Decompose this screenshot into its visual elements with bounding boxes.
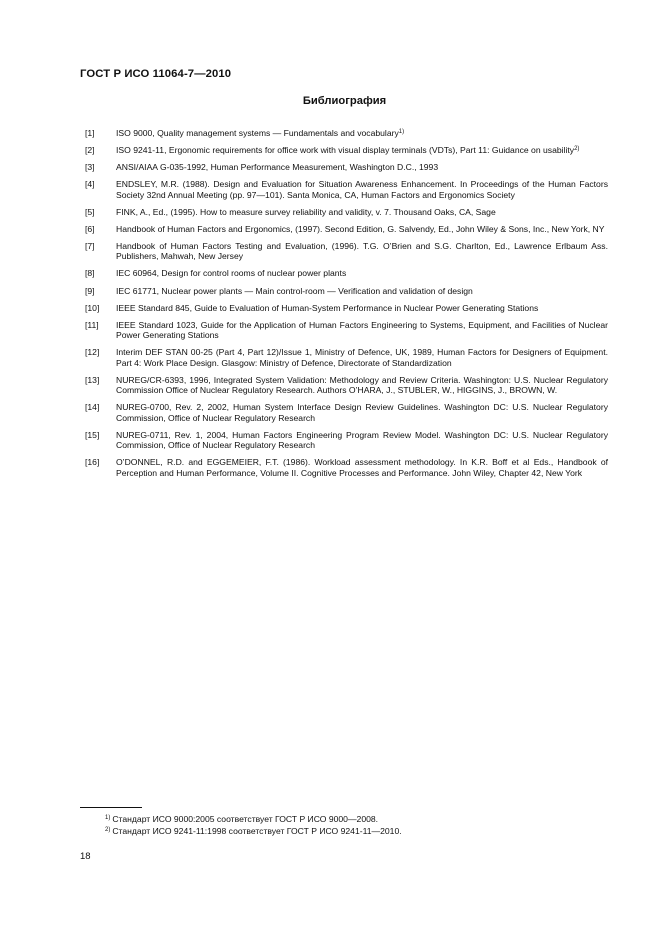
bibliography-entry — [85, 347, 608, 368]
entry-number: [2] — [85, 145, 95, 156]
entry-text: NUREG/CR-6393, 1996, Integrated System Validation: Methodology and Review Criteria. Washington: U.S. Nuclear Regulatory Commission Office of Nuclear Regulatory Research. Authors O’HARA, J., STUBLER, W., HIGGINS, J., BROWN, W. — [116, 374, 608, 396]
footnote-text: Стандарт ИСО 9000:2005 соответствует ГОСТ Р ИСО 9000—2008. — [112, 814, 379, 824]
entry-number: [1] — [85, 128, 95, 138]
footnote — [105, 814, 402, 826]
entry-text: IEC 61771, Nuclear power plants — Main control-room — Verification and validation of design — [116, 285, 473, 296]
bibliography-entry — [85, 128, 608, 138]
entry-text: ISO 9241-11, Ergonomic requirements for office work with visual display terminals (VDTs), Part 11: Guidance on usability — [116, 145, 575, 156]
entry-number: [14] — [85, 402, 100, 413]
entry-text: IEEE Standard 1023, Guide for the Application of Human Factors Engineering to Systems, Equipment, and Facilities of Nuclear Power Generating Stations — [116, 319, 608, 341]
footnote-reference: 2) — [574, 146, 580, 153]
bibliography-list — [85, 128, 608, 485]
bibliography-entry — [85, 207, 608, 217]
entry-number: [3] — [85, 162, 95, 173]
entry-number: [11] — [85, 319, 99, 330]
footnote-mark: 1) — [105, 815, 111, 821]
bibliography-entry — [85, 402, 608, 423]
entry-number: [7] — [85, 240, 95, 251]
entry-text: Handbook of Human Factors Testing and Evaluation, (1996). T.G. O’Brien and S.G. Charlton, Ed., Lawrence Erlbaum Ass. Publishers, Mahwah, New Jersey — [116, 240, 608, 262]
bibliography-entry — [85, 320, 608, 341]
entry-text: Handbook of Human Factors and Ergonomics, (1997). Second Edition, G. Salvendy, Ed., John Wiley & Sons, Inc., New York, NY — [116, 223, 605, 234]
bibliography-entry — [85, 375, 608, 396]
entry-text: NUREG-0711, Rev. 1, 2004, Human Factors Engineering Program Review Model. Washington DC: U.S. Nuclear Regulatory Commission, Office of Nuclear Regulatory Research — [116, 429, 608, 451]
document-code-header: ГОСТ Р ИСО 11064-7—2010 — [80, 68, 232, 80]
entry-number: [13] — [85, 374, 100, 385]
entry-text: FINK, A., Ed., (1995). How to measure survey reliability and validity, v. 7. Thousand Oaks, CA, Sage — [116, 206, 496, 217]
bibliography-entry — [85, 145, 608, 155]
bibliography-title: Библиография — [302, 95, 387, 107]
footnote-reference: 1) — [398, 129, 405, 135]
footnotes — [105, 814, 402, 837]
entry-number: [9] — [85, 285, 95, 296]
bibliography-entry — [85, 303, 608, 313]
bibliography-entry — [85, 224, 608, 234]
entry-number: [6] — [85, 223, 95, 234]
entry-number: [8] — [85, 268, 95, 279]
footnote-text: Стандарт ИСО 9241-11:1998 соответствует ГОСТ Р ИСО 9241-11—2010. — [112, 825, 402, 836]
entry-number: [12] — [85, 347, 100, 358]
page-number: 18 — [80, 851, 91, 862]
entry-number: [5] — [85, 206, 95, 217]
entry-number: [15] — [85, 429, 100, 440]
footnote-mark: 2) — [105, 826, 111, 833]
entry-text: O’DONNEL, R.D. and EGGEMEIER, F.T. (1986). Workload assessment methodology. In K.R. Boff et al Eds., Handbook of Perception and Human Performance, Volume II. Cognitive Processes and Performance. John Wiley, Chapter 42, New York — [116, 457, 608, 478]
entry-text: Interim DEF STAN 00-25 (Part 4, Part 12)/Issue 1, Ministry of Defence, UK, 1989, Human Factors for Designers of Equipment. Part 4: Work Place Design. Glasgow: Ministry of Defence, Directorate of Standardization — [116, 347, 608, 368]
entry-text: ANSI/AIAA G-035-1992, Human Performance Measurement, Washington D.C., 1993 — [116, 162, 439, 173]
entry-number: [16] — [85, 457, 100, 468]
entry-text: ISO 9000, Quality management systems — Fundamentals and vocabulary — [116, 128, 399, 138]
bibliography-entry — [85, 430, 608, 451]
footnote-separator — [80, 807, 142, 808]
entry-text: ENDSLEY, M.R. (1988). Design and Evaluation for Situation Awareness Enhancement. In Proceedings of the Human Factors Society 32nd Annual Meeting (pp. 97—101). Santa Monica, CA, Human Factors and Ergonomics Society — [116, 179, 608, 200]
bibliography-entry — [85, 268, 608, 278]
entry-number: [4] — [85, 179, 95, 190]
entry-text: NUREG-0700, Rev. 2, 2002, Human System Interface Design Review Guidelines. Washington DC: U.S. Nuclear Regulatory Commission, Office of Nuclear Regulatory Research — [116, 402, 608, 423]
bibliography-entry — [85, 457, 608, 478]
bibliography-entry — [85, 241, 608, 262]
bibliography-entry — [85, 179, 608, 200]
entry-text: IEC 60964, Design for control rooms of nuclear power plants — [116, 268, 347, 279]
bibliography-entry — [85, 162, 608, 172]
footnote — [105, 826, 402, 838]
entry-number: [10] — [85, 302, 100, 313]
bibliography-entry — [85, 286, 608, 296]
entry-text: IEEE Standard 845, Guide to Evaluation of Human-System Performance in Nuclear Power Generating Stations — [116, 302, 539, 313]
